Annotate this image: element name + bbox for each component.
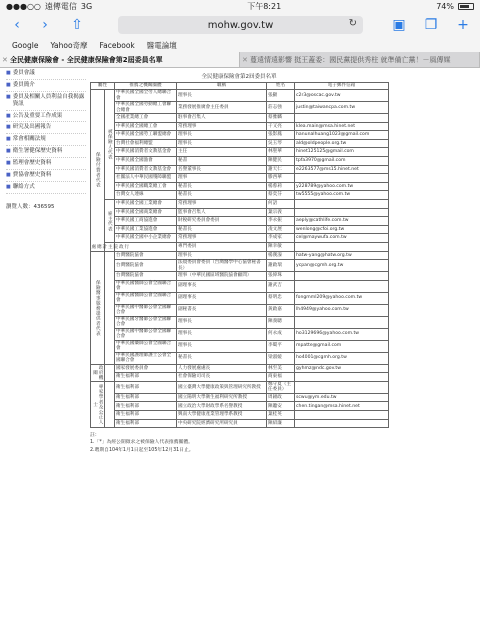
title-cell: 駐事會召集人 (177, 114, 267, 123)
organization-cell: 衛生福利部 (115, 381, 177, 393)
table-row (91, 352, 389, 364)
group-label: 保險醫事服務提供者代表 (91, 251, 105, 364)
table-row (91, 199, 389, 208)
organization-cell: 中華民國中醫師公會全國聯合會 (115, 304, 177, 316)
title-cell: 副秘書長 (177, 304, 267, 316)
subgroup-label (105, 364, 115, 381)
table-row (91, 174, 389, 183)
name-cell: 林至美 (267, 364, 295, 373)
sidebar-item-label: 常會相關法規 (12, 136, 46, 143)
organization-cell: 國家發展委員會 (115, 364, 177, 373)
email-cell: hatw-yang@hatw.org.tw (295, 251, 389, 260)
name-cell: 何語 (267, 199, 295, 208)
name-cell: 蔡雅麟 (267, 114, 295, 123)
name-cell: 蔡明忠 (267, 292, 295, 304)
email-cell: lh4949@yahoo.com.tw (295, 304, 389, 316)
name-cell: 謝天仁 (267, 165, 295, 174)
title-cell: 理事長 (177, 251, 267, 260)
organization-cell: 中華民國全國工業總會 (115, 199, 177, 208)
header-title: 職稱 (177, 83, 267, 90)
email-cell: tpfa3970@gmail.com (295, 156, 389, 165)
table-row (91, 373, 389, 382)
name-cell: 吳玉琴 (267, 139, 295, 148)
email-cell: ho3129696@yahoo.com.tw (295, 328, 389, 340)
table-row (91, 242, 389, 251)
email-cell: ald@oldpeople.org.tw (295, 139, 389, 148)
header-name: 姓名 (267, 83, 295, 90)
email-cell: e2263577@ms15.hinet.net (295, 165, 389, 174)
bullet-icon: ■ (6, 112, 11, 119)
organization-cell: 中華民國工業協進會 (115, 225, 177, 234)
bullet-icon: ■ (6, 124, 11, 131)
sidebar-item-label: 委員會議 (12, 70, 35, 76)
battery-percent: 74% (436, 1, 454, 11)
name-cell: 陳聽安 (267, 402, 295, 411)
organization-cell: 衛生福利部 (115, 419, 177, 428)
organization-cell: 中華民國全國全勞人總聯合會 (115, 90, 177, 102)
title-cell: 理事長 (177, 316, 267, 328)
sidebar-item-label: 委員簡介 (12, 81, 35, 88)
bullet-icon: ■ (6, 136, 11, 143)
email-cell: gyhmz@ndc.gov.tw (295, 364, 389, 373)
title-cell: 國立陽明大學衛生福利研究所教授 (177, 393, 267, 402)
name-cell: 梁淑媛 (267, 352, 295, 364)
url-text: mohw.gov.tw (207, 19, 274, 31)
bookmarks-icon[interactable]: ▣ (392, 17, 406, 33)
sidebar-item[interactable] (6, 68, 86, 80)
organization-cell: 中華民國醫師公會全國聯合會 (115, 292, 177, 304)
subgroup-label: 被保險人代表 (105, 90, 115, 200)
name-cell: 林聖華 (267, 148, 295, 157)
tab-mohw[interactable] (0, 52, 240, 67)
tab-label: 全民健康保險會 - 全民健康保險會第2屆委員名單 (10, 55, 163, 64)
email-cell: hanunalhuang1023@gmail.com (295, 131, 389, 140)
table-row (91, 419, 389, 428)
email-cell (295, 373, 389, 382)
title-cell: 理事長 (177, 131, 267, 140)
title-cell: 中央研究院經濟研究所研究員 (177, 419, 267, 428)
table-row (91, 402, 389, 411)
organization-cell: 中華民國醫師公會全國聯合會 (115, 280, 177, 292)
member-list-document (90, 72, 388, 454)
name-cell: 謝啟瑞 (267, 260, 295, 272)
name-cell: 陳健民 (267, 156, 295, 165)
name-cell: 黃啟嘉 (267, 304, 295, 316)
name-cell: 陳義聰 (267, 316, 295, 328)
sidebar-item-label: 委員及相關人員利益自我揭露資訊 (12, 93, 85, 107)
status-bar (0, 0, 480, 12)
name-cell: 滕西華 (267, 174, 295, 183)
email-cell (295, 174, 389, 183)
title-cell: 常務理事 (177, 199, 267, 208)
table-row (91, 280, 389, 292)
organization-cell: 中華民國牙醫師公會全國聯合會 (115, 316, 177, 328)
email-cell: aeply@cathlife.com.tw (295, 217, 389, 226)
name-cell: 李永振 (267, 217, 295, 226)
name-cell: 楊漢湶 (267, 251, 295, 260)
new-tab-icon[interactable]: + (457, 17, 469, 33)
sidebar-item[interactable] (6, 170, 86, 182)
clock: 下午8:21 (247, 1, 282, 11)
name-cell: 葉宗義 (267, 208, 295, 217)
title-cell: 秘書長 (177, 225, 267, 234)
email-cell (295, 419, 389, 428)
organization-cell: 台灣女人連線 (115, 191, 177, 200)
table-row (91, 114, 389, 123)
subgroup-label: 行政院主計總處 (90, 244, 129, 250)
sidebar-item[interactable] (6, 122, 86, 134)
title-cell: 社會保險司司長 (177, 373, 267, 382)
visitor-count: 436595 (33, 203, 55, 210)
table-row (91, 208, 389, 217)
email-cell (295, 242, 389, 251)
name-cell: 商東福 (267, 373, 295, 382)
subgroup-label (105, 251, 115, 364)
visitor-label: 瀏覽人數： (6, 203, 34, 210)
table-row (91, 139, 389, 148)
organization-cell: 中華民國藥師公會全國聯合會 (115, 340, 177, 352)
forward-icon[interactable]: › (42, 17, 48, 33)
table-row (91, 272, 389, 281)
title-cell: 理事（中華民國區域醫院協會顧問） (177, 272, 267, 281)
organization-cell: 中華民國全國勞動總工會聯合總會 (115, 102, 177, 114)
reload-icon[interactable]: ↻ (348, 18, 357, 29)
name-cell: 楊蓉莉 (267, 182, 295, 191)
table-row (91, 191, 389, 200)
title-cell: 國立政治大學財政學系名譽教授 (177, 402, 267, 411)
organization-cell: 中華民國工商協進會 (115, 217, 177, 226)
bookmark-google[interactable]: Google (12, 40, 39, 50)
sidebar-item[interactable] (6, 111, 86, 123)
organization-cell: 衛生福利部 (115, 393, 177, 402)
title-cell: 秘書長 (177, 191, 267, 200)
tab-news[interactable] (240, 52, 480, 67)
table-row (91, 165, 389, 174)
name-cell: 周穎政 (267, 393, 295, 402)
title-cell: 常務理事 (177, 234, 267, 243)
document-title: 全民健康保險會第2屆委員名單 (201, 74, 277, 80)
header-organization: 推薦之機關團體 (115, 83, 177, 90)
subgroup-label (105, 381, 115, 427)
email-cell: ycpan@cgmh.org.tw (295, 260, 389, 272)
title-cell: 副理事長 (177, 292, 267, 304)
email-cell (295, 381, 389, 393)
sidebar-item-label: 衛生署健保歷史資料 (12, 148, 63, 155)
name-cell: 張顯 (267, 90, 295, 102)
email-cell (295, 114, 389, 123)
page-content (0, 68, 480, 640)
name-cell: 蔡奕芬 (267, 191, 295, 200)
table-row (91, 340, 389, 352)
table-header-row (91, 83, 389, 90)
group-label: 保險付費者代表 (91, 90, 105, 252)
title-cell: 名譽董事長 (177, 165, 267, 174)
bullet-icon: ■ (6, 160, 11, 166)
member-table (90, 82, 389, 428)
table-row (91, 381, 389, 393)
organization-cell: 中華民國全國勞工聯盟總會 (115, 131, 177, 140)
organization-cell: 社團法人中華民國殘障聯盟 (115, 174, 177, 183)
address-bar[interactable] (118, 16, 363, 34)
name-cell: 張影鳳 (267, 131, 295, 140)
organization-cell: 台灣醫院協會 (115, 260, 177, 272)
table-row (91, 148, 389, 157)
header-email: 電子郵件信箱 (295, 83, 389, 90)
organization-cell: 中華民國消費者文教基金會 (115, 165, 177, 174)
title-cell: 人力發展處處長 (177, 364, 267, 373)
sidebar-item-label: 研究及出國報告 (12, 124, 52, 131)
sidebar (6, 68, 86, 210)
bookmark-yahoo[interactable]: Yahoo奇摩 (50, 40, 88, 50)
table-row (91, 328, 389, 340)
table-row (91, 260, 389, 272)
organization-cell: 台灣醫院協會 (115, 251, 177, 260)
title-cell: 國立臺灣大學健康政策與管理研究所教授 (177, 381, 267, 393)
tab-strip (0, 52, 480, 68)
sidebar-item[interactable] (6, 134, 86, 146)
name-cell: 凌文展 (267, 225, 295, 234)
title-cell: 理事長 (177, 90, 267, 102)
title-cell: 專門委員 (177, 242, 267, 251)
organization-cell: 中華民國全國總工會 (115, 122, 177, 131)
signal-icon: ●●●○○ (6, 1, 41, 11)
sidebar-item-label: 聯絡方式 (12, 183, 35, 190)
group-label: 政府機關 (92, 365, 103, 381)
name-cell: 謝武吉 (267, 280, 295, 292)
email-cell (295, 272, 389, 281)
battery-icon (458, 3, 474, 10)
table-row (91, 304, 389, 316)
name-cell: 鄭守夏（主任委員） (267, 381, 295, 393)
name-cell: 陳幸敏 (267, 242, 295, 251)
title-cell: 主任 (177, 148, 267, 157)
title-cell: 理事 (177, 174, 267, 183)
title-cell: 秘書長 (177, 182, 267, 191)
email-cell: y228789@yahoo.com.tw (295, 182, 389, 191)
email-cell: tw5555@yahoo.com.tw (295, 191, 389, 200)
title-cell: 業務發展推廣會主任委員 (177, 102, 267, 114)
organization-cell: 衛生福利部 (115, 411, 177, 420)
organization-cell: 衛生福利部 (115, 373, 177, 382)
organization-cell: 中華民國中醫師公會全國聯合會 (115, 328, 177, 340)
tabs-icon[interactable]: ❐ (424, 17, 438, 33)
table-row (91, 90, 389, 102)
group-label: 專家學者及公正人士 (91, 381, 105, 427)
close-tab-icon[interactable]: ✕ (2, 55, 8, 64)
name-cell: 何永成 (267, 328, 295, 340)
close-tab-icon[interactable]: ✕ (242, 55, 248, 64)
sidebar-item[interactable] (6, 158, 86, 170)
table-row (91, 131, 389, 140)
table-row (91, 217, 389, 226)
email-cell: scwu@ym.edu.tw (295, 393, 389, 402)
back-icon[interactable]: ‹ (14, 17, 20, 33)
email-cell (295, 316, 389, 328)
email-cell: klea.main@msa.hinet.net (295, 122, 389, 131)
bookmark-forum[interactable]: 醫電論壇 (146, 40, 177, 50)
email-cell (295, 280, 389, 292)
organization-cell: 衛生福利部 (115, 402, 177, 411)
organization-cell: 中華民國全國漁會 (115, 156, 177, 165)
email-cell (295, 411, 389, 420)
sidebar-item-label: 費協會歷史資料 (12, 171, 52, 178)
share-icon[interactable]: ⇧ (71, 17, 83, 33)
email-cell (295, 199, 389, 208)
organization-cell: 中華民國護理師護士公會全國聯合會 (115, 352, 177, 364)
organization-cell: 台灣醫院協會 (115, 272, 177, 281)
name-cell: 莊志強 (267, 102, 295, 114)
table-row (91, 182, 389, 191)
table-row (91, 292, 389, 304)
title-cell: 理事長 (177, 340, 267, 352)
footnotes (90, 432, 388, 454)
sidebar-item[interactable] (6, 146, 86, 158)
title-cell: 常務理事 (177, 122, 267, 131)
bullet-icon: ■ (6, 171, 11, 178)
bullet-icon: ■ (6, 183, 11, 190)
organization-cell: 全國產業總工會 (115, 114, 177, 123)
browser-toolbar (0, 12, 480, 38)
table-row (91, 316, 389, 328)
title-cell: 興南大學健康產業管理學系教授 (177, 411, 267, 420)
email-cell: c2r3@oscac.gov.tw (295, 90, 389, 102)
footnote-line: 1.「*」為經公開徵求之被保險人代表推薦團體。 (90, 440, 193, 446)
title-cell: 秘書長 (177, 352, 267, 364)
name-cell: 干又亮 (267, 122, 295, 131)
sidebar-item[interactable] (6, 92, 86, 111)
title-cell: 監事會召集人 (177, 208, 267, 217)
organization-cell: 台灣社會福利總盟 (115, 139, 177, 148)
visitor-counter (6, 202, 86, 210)
email-cell: mpatte@gmail.com (295, 340, 389, 352)
network-type: 3G (80, 1, 93, 11)
sidebar-item[interactable] (6, 182, 86, 194)
table-row (91, 234, 389, 243)
email-cell (295, 208, 389, 217)
email-cell: chen.tingan@msa.hinet.net (295, 402, 389, 411)
footnote-line: 2.聘期自104年1月1日起至105年12月31日止。 (90, 447, 194, 453)
header-category: 屬性 (91, 83, 115, 90)
subgroup-label: 雇主代表 (105, 199, 115, 242)
footnote-line: 註： (90, 433, 100, 439)
table-row (91, 393, 389, 402)
name-cell: 李蜀平 (267, 340, 295, 352)
tab-label: 蔓遠情遠影響 挺王蓋委：國民黨提供秀柱 就準備亡黨！－風傳媒 (250, 55, 451, 64)
title-cell: 副理事長 (177, 280, 267, 292)
organization-cell: 中華民國全國職業總工會 (115, 182, 177, 191)
table-row (91, 251, 389, 260)
table-row (91, 364, 389, 373)
title-cell: 財稅研究委員會委員 (177, 217, 267, 226)
bullet-icon: ■ (6, 81, 11, 88)
organization-cell: 中華民國全國商業總會 (115, 208, 177, 217)
bookmarks-bar (0, 38, 480, 52)
email-cell: fongmml209@yahoo.com.tw (295, 292, 389, 304)
organization-cell: 中華民國全國中小企業總會 (115, 234, 177, 243)
table-row (91, 122, 389, 131)
bullet-icon: ■ (6, 93, 11, 100)
sidebar-item-label: 公告及重要工作成果 (12, 112, 63, 119)
title-cell: 秘書 (177, 156, 267, 165)
sidebar-item-label: 監理會歷史資料 (12, 160, 52, 166)
sidebar-item[interactable] (6, 80, 86, 92)
table-row (91, 156, 389, 165)
email-cell: hinet125125@gmail.com (295, 148, 389, 157)
table-row (91, 102, 389, 114)
title-cell: 理事長 (177, 328, 267, 340)
organization-cell: 中華民國消費者文教基金會 (115, 148, 177, 157)
name-cell: 張偉珠 (267, 272, 295, 281)
name-cell: 陳紹廉 (267, 419, 295, 428)
name-cell: 葉桂英 (267, 411, 295, 420)
bookmark-facebook[interactable]: Facebook (99, 40, 135, 50)
title-cell: 理事長 (177, 139, 267, 148)
email-cell: ho4001@cgmh.org.tw (295, 352, 389, 364)
bullet-icon: ■ (6, 148, 11, 155)
title-cell: 法規委員會委員（台灣醫學中心協會秘書長） (177, 260, 267, 272)
email-cell: justin@taiwancpa.com.tw (295, 102, 389, 114)
table-row (91, 225, 389, 234)
email-cell: cel@maywufa.com.tw (295, 234, 389, 243)
table-row (91, 411, 389, 420)
bullet-icon: ■ (6, 70, 11, 76)
carrier-name: 遠傳電信 (44, 1, 77, 11)
email-cell: wenlong@cfoi.org.tw (295, 225, 389, 234)
name-cell: 李成家 (267, 234, 295, 243)
